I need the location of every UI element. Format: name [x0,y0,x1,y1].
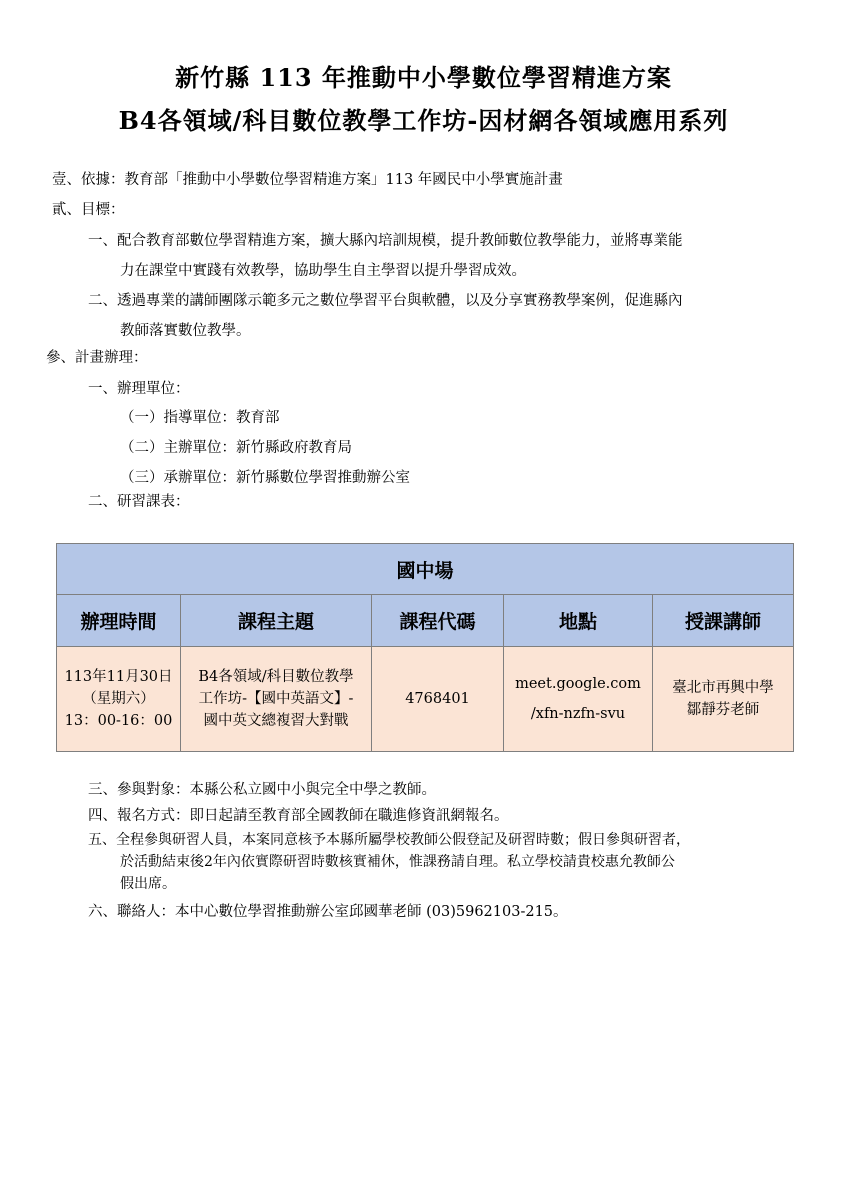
note-registration: 四、報名方式：即日起請至教育部全國教師在職進修資訊網報名。 [88,808,509,824]
org-heading: 一、辦理單位： [88,381,190,397]
note-contact: 六、聯絡人：本中心數位學習推動辦公室邱國華老師 (03)5962103-215。 [88,904,568,920]
session-date: 113年11月30日 [64,669,173,685]
goal-1-line-2: 力在課堂中實踐有效教學，協助學生自主學習以提升學習成效。 [120,263,526,279]
cell-course-code: 4768401 [372,647,504,752]
plan-heading: 參、計畫辦理： [46,350,148,366]
schedule-table [56,543,794,752]
session-time: 13：00-16：00 [64,713,173,729]
location-line-1: meet.google.com [515,676,641,692]
org-organizer: （三）承辦單位：新竹縣數位學習推動辦公室 [120,470,410,486]
instructor-name: 鄒靜芬老師 [686,702,760,718]
topic-line-1: B4各領域/科目數位教學 [198,669,354,685]
cell-time [57,647,181,752]
instructor-school: 臺北市再興中學 [672,680,774,696]
note-leave-line-3: 假出席。 [120,876,176,892]
note-leave-line-1: 五、全程參與研習人員，本案同意核予本縣所屬學校教師公假登記及研習時數；假日參與研習者， [88,832,690,848]
goal-2-line-1: 二、透過專業的講師團隊示範多元之數位學習平台與軟體，以及分享實務教學案例，促進縣內 [88,293,683,309]
note-participants: 三、參與對象：本縣公私立國中小與完全中學之教師。 [88,782,436,798]
col-header-topic: 課程主題 [181,595,372,647]
col-header-instructor: 授課講師 [653,595,794,647]
goal-1-line-1: 一、配合教育部數位學習精進方案，擴大縣內培訓規模，提升教師數位教學能力，並將專業能 [88,233,683,249]
cell-instructor [653,647,794,752]
goals-heading: 貳、目標： [52,202,125,218]
cell-topic [181,647,372,752]
topic-line-2: 工作坊-【國中英語文】- [198,691,354,707]
location-line-2: /xfn-nzfn-svu [530,706,626,722]
document-subtitle: B4各領域/科目數位教學工作坊-因材網各領域應用系列 [118,106,729,135]
col-header-time: 辦理時間 [57,595,181,647]
schedule-heading: 二、研習課表： [88,494,190,510]
document-title: 新竹縣 113 年推動中小學數位學習精進方案 [175,63,672,92]
table-section-title: 國中場 [57,544,794,595]
table-row [57,647,794,752]
org-guidance: （一）指導單位：教育部 [120,410,280,426]
org-host: （二）主辦單位：新竹縣政府教育局 [120,440,352,456]
topic-line-3: 國中英文總複習大對戰 [203,713,349,729]
col-header-location: 地點 [504,595,653,647]
session-weekday: （星期六） [82,691,155,707]
basis-text: 壹、依據：教育部「推動中小學數位學習精進方案」113 年國民中小學實施計畫 [52,172,563,188]
note-leave-line-2: 於活動結束後2年內依實際研習時數核實補休，惟課務請自理。私立學校請貴校惠允教師公 [120,854,675,870]
goal-2 [88,286,788,346]
note-leave [88,829,828,895]
cell-location [504,647,653,752]
col-header-code: 課程代碼 [372,595,504,647]
goal-1 [88,226,788,286]
goal-2-line-2: 教師落實數位教學。 [120,323,251,339]
